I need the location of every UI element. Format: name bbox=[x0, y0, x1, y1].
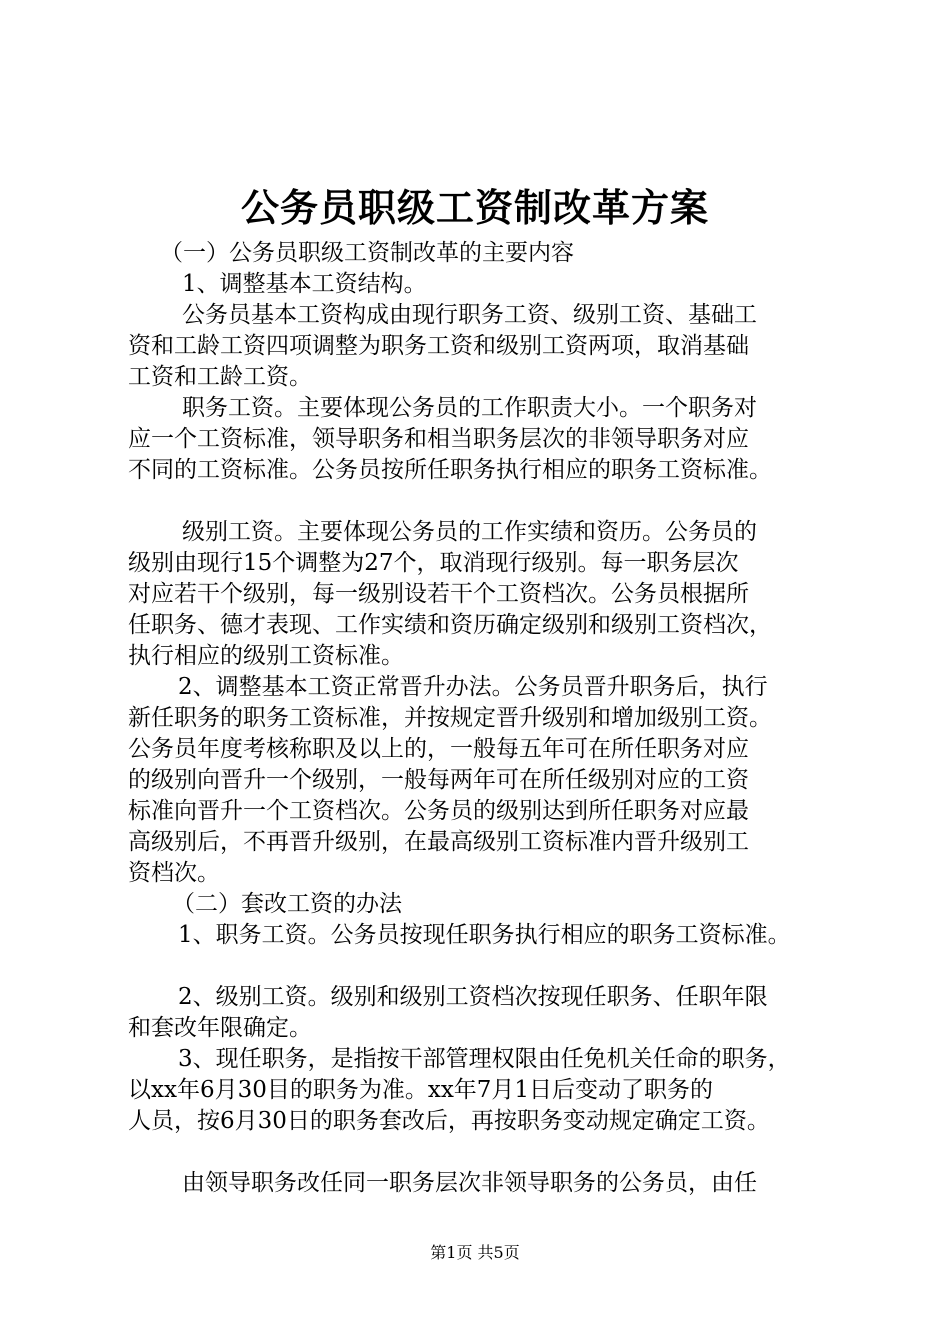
paragraph-line: 公务员基本工资构成由现行职务工资、级别工资、基础工 bbox=[182, 302, 757, 328]
paragraph-line: 人员，按6月30日的职务套改后，再按职务变动规定确定工资。 bbox=[128, 1108, 770, 1134]
paragraph-line: 1、调整基本工资结构。 bbox=[182, 271, 427, 297]
paragraph-line: 高级别后，不再晋升级别，在最高级别工资标准内晋升级别工 bbox=[128, 829, 749, 855]
paragraph-line: 执行相应的级别工资标准。 bbox=[128, 643, 404, 669]
paragraph-line: 2、级别工资。级别和级别工资档次按现任职务、任职年限 bbox=[178, 984, 768, 1010]
paragraph-line: 标准向晋升一个工资档次。公务员的级别达到所任职务对应最 bbox=[128, 798, 749, 824]
paragraph-line: 1、职务工资。公务员按现任职务执行相应的职务工资标准。 bbox=[178, 922, 791, 948]
paragraph-line: 任职务、德才表现、工作实绩和资历确定级别和级别工资档次， bbox=[128, 612, 772, 638]
paragraph-line: 3、现任职务，是指按干部管理权限由任免机关任命的职务， bbox=[178, 1046, 791, 1072]
paragraph-line: 工资和工龄工资。 bbox=[128, 364, 312, 390]
paragraph-line: 2、调整基本工资正常晋升办法。公务员晋升职务后，执行 bbox=[178, 674, 768, 700]
paragraph-line: 对应若干个级别，每一级别设若干个工资档次。公务员根据所 bbox=[128, 581, 749, 607]
paragraph-line: 以xx年6月30目的职务为准。xx年7月1日后变动了职务的 bbox=[128, 1077, 714, 1103]
paragraph-line: 级别工资。主要体现公务员的工作实绩和资历。公务员的 bbox=[182, 519, 757, 545]
paragraph-line: 应一个工资标准，领导职务和相当职务层次的非领导职务对应 bbox=[128, 426, 749, 452]
paragraph-line: 和套改年限确定。 bbox=[128, 1015, 312, 1041]
document-title: 公务员职级工资制改革方案 bbox=[240, 185, 709, 230]
paragraph-line: 资档次。 bbox=[128, 860, 220, 886]
paragraph-line: 职务工资。主要体现公务员的工作职责大小。一个职务对 bbox=[182, 395, 757, 421]
paragraph-line: 级别由现行15个调整为27个，取消现行级别。每一职务层次 bbox=[128, 550, 739, 576]
paragraph-line: 资和工龄工资四项调整为职务工资和级别工资两项，取消基础 bbox=[128, 333, 749, 359]
section-heading-1: （一）公务员职级工资制改革的主要内容 bbox=[160, 240, 574, 266]
paragraph-line: 不同的工资标准。公务员按所任职务执行相应的职务工资标准。 bbox=[128, 457, 772, 483]
paragraph-line: 由领导职务改任同一职务层次非领导职务的公务员，由任 bbox=[182, 1170, 757, 1196]
paragraph-line: 新任职务的职务工资标准，并按规定晋升级别和增加级别工资。 bbox=[128, 705, 772, 731]
section-heading-2: （二）套改工资的办法 bbox=[172, 891, 402, 917]
paragraph-line: 公务员年度考核称职及以上的，一般每五年可在所任职务对应 bbox=[128, 736, 749, 762]
paragraph-line: 的级别向晋升一个级别，一般每两年可在所任级别对应的工资 bbox=[128, 767, 749, 793]
page-footer: 第1页 共5页 bbox=[430, 1243, 520, 1262]
